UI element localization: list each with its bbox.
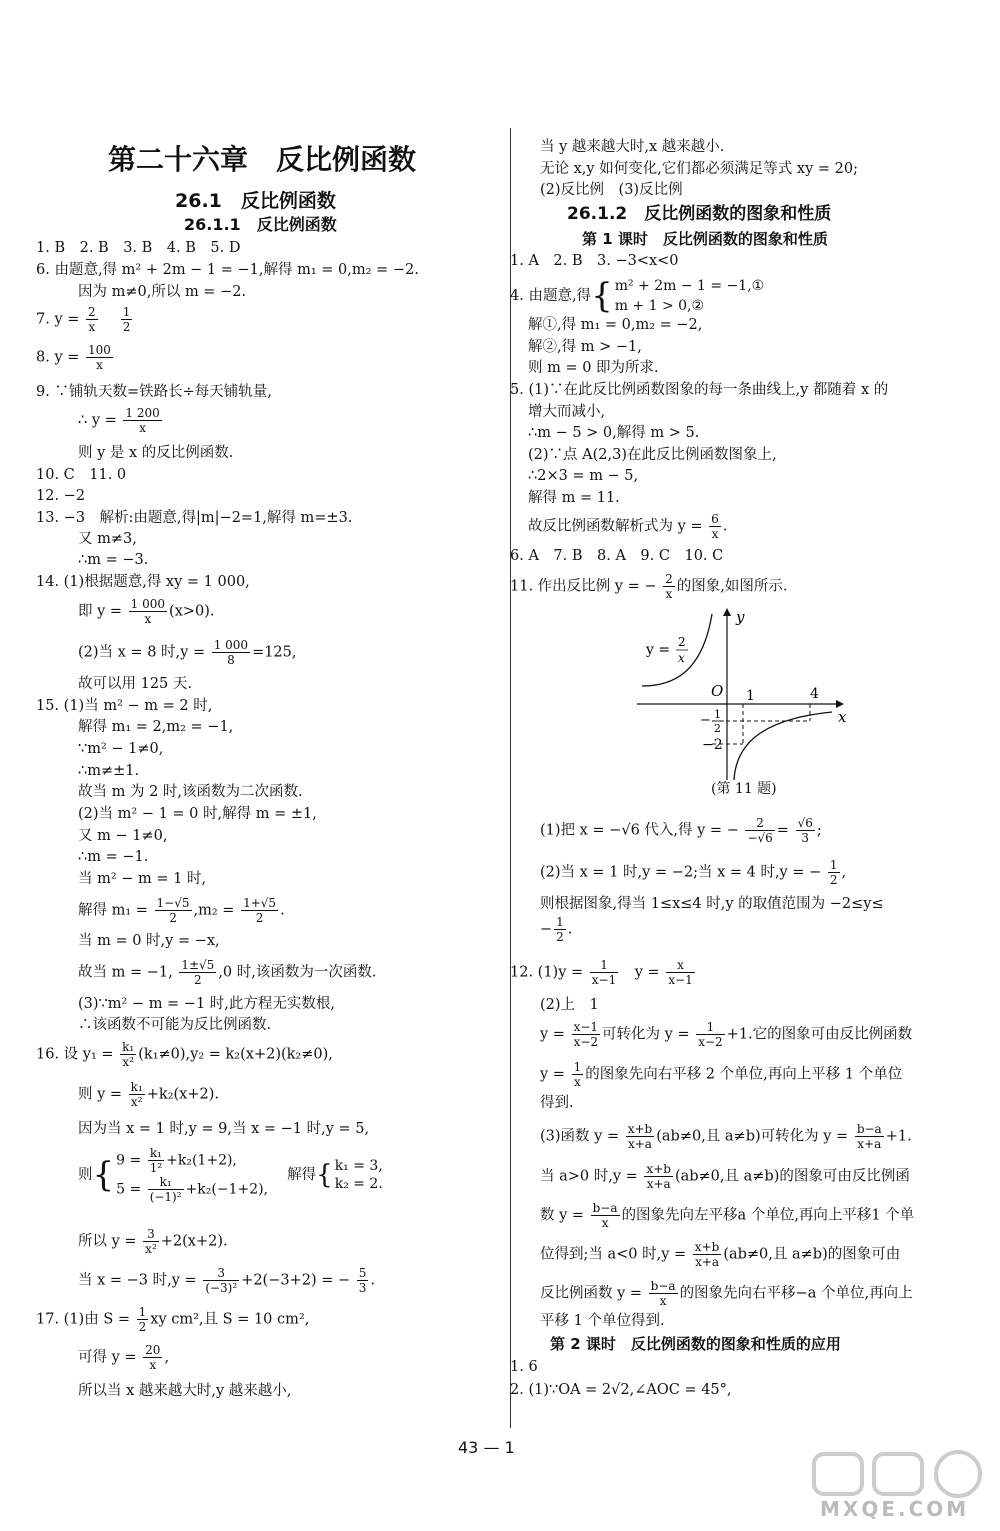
- answer-line: ∴该函数不可能为反比例函数.: [78, 1017, 272, 1033]
- answer-line: 所以 y = $\frac{3}{\text{x²}}$ +2(x+2).: [78, 1227, 228, 1256]
- answer-line: (2)当 x = 1 时,y = −2;当 x = 4 时,y = − $\frac{1}{2}$ ,: [540, 858, 847, 887]
- chapter-title: 第二十六章 反比例函数: [108, 143, 417, 176]
- curve-label: y =: [646, 642, 671, 658]
- answer-line: 当 m² − m = 1 时,: [78, 871, 207, 887]
- answer-line: 增大而减小,: [528, 404, 606, 420]
- page-number: 43 — 1: [458, 1438, 515, 1457]
- answer-line: 当 y 越来越大时,x 越来越小.: [540, 139, 725, 155]
- answer-line: (2)当 x = 8 时,y = $\frac{1 000}{8}$ =125,: [78, 638, 297, 667]
- answer-line: 平移 1 个单位得到.: [540, 1313, 665, 1329]
- answer-line: (2)∵点 A(2,3)在此反比例函数图象上,: [528, 447, 777, 463]
- column-divider: [510, 128, 511, 1428]
- hyperbola-graph: [632, 604, 850, 784]
- answer-line: 6. 由题意,得 m² + 2m − 1 = −1,解得 m₁ = 0,m₂ = −2.: [36, 262, 419, 278]
- svg-text:1: 1: [714, 708, 721, 721]
- answer-line: 则根据图象,得当 1≤x≤4 时,y 的取值范围为 −2≤y≤: [540, 896, 884, 912]
- answer-line: 7. y = $\frac{2}{x}$ $\frac{1}{2}$: [36, 305, 131, 334]
- y-axis-label: y: [736, 608, 745, 626]
- answer-line: 则 y = $\frac{\text{k₁}}{\text{x²}}$ +k₂(x+2).: [78, 1080, 219, 1109]
- answer-line: 则 y 是 x 的反比例函数.: [78, 445, 234, 461]
- answer-line: 解②,得 m > −1,: [528, 339, 642, 355]
- watermark-text: MXQE.COM: [820, 1497, 970, 1521]
- answer-line: 得到.: [540, 1095, 574, 1111]
- lesson-1-title: 第 1 课时 反比例函数的图象和性质: [582, 230, 828, 248]
- answer-line: 16. 设 y₁ = $\frac{\text{k₁}}{\text{x²}}$ (k₁≠0),y₂ = k₂(x+2)(k₂≠0),: [36, 1040, 333, 1069]
- answer-line: 当 m = 0 时,y = −x,: [78, 933, 220, 949]
- tick-4: 4: [810, 686, 819, 702]
- answer-line: (2)当 m² − 1 = 0 时,解得 m = ±1,: [78, 806, 317, 822]
- answer-line: (1)把 x = −√6 代入,得 y = − $\frac{2}{-√6}$ = $\frac{√6}{3}$ ;: [540, 816, 822, 845]
- figure-caption: (第 11 题): [711, 781, 777, 797]
- answer-line: − $\frac{1}{2}$ .: [540, 915, 573, 944]
- tick-1: 1: [746, 688, 755, 704]
- answer-line: ∴2×3 = m − 5,: [528, 468, 639, 484]
- answer-line: 所以当 x 越来越大时,y 越来越小,: [78, 1383, 292, 1399]
- answer-line: 可得 y = $\frac{20}{x}$ ,: [78, 1343, 170, 1372]
- answer-line: 因为当 x = 1 时,y = 9,当 x = −1 时,y = 5,: [78, 1121, 370, 1137]
- svg-text:x: x: [678, 651, 685, 665]
- section-title-2: 26.1.2 反比例函数的图象和性质: [567, 204, 832, 224]
- answer-line: 数 y = $\frac{b-a}{x}$ 的图象先向左平移a 个单位,再向上平移1 个单: [540, 1201, 915, 1230]
- answer-line: 14. (1)根据题意,得 xy = 1 000,: [36, 574, 250, 590]
- answer-line: 17. (1)由 S = $\frac{1}{2}$ xy cm²,且 S = 10 cm²,: [36, 1305, 310, 1334]
- section-title: 26.1 反比例函数: [175, 190, 336, 212]
- answer-line: 无论 x,y 如何变化,它们都必须满足等式 xy = 20;: [540, 161, 858, 177]
- answer-line: 11. 作出反比例 y = − $\frac{2}{x}$ 的图象,如图所示.: [510, 572, 788, 601]
- answer-line: 又 m≠3,: [78, 531, 137, 547]
- answer-line: (3)函数 y = $\frac{x+b}{x+a}$ (ab≠0,且 a≠b)可转化为 y = $\frac{b-a}{x+a}$ +1.: [540, 1122, 912, 1151]
- answer-line: 1. A 2. B 3. −3<x<0: [510, 253, 679, 269]
- answer-line: 当 a>0 时,y = $\frac{x+b}{x+a}$ (ab≠0,且 a≠b)的图象可由反比例函: [540, 1162, 910, 1191]
- answer-line: 1. B 2. B 3. B 4. B 5. D: [36, 240, 241, 256]
- answer-line: 又 m − 1≠0,: [78, 828, 168, 844]
- equation-system: 则{ 9 = $\frac{\text{k₁}}{\text{1²}}$ +k₂(1+2), 5 = $\frac{\text{k₁}}{\text{(−1)²}}$ +k₂(−1+2), 解得{ k₁ = 3, k₂ = 2.: [78, 1146, 383, 1204]
- equation-system: 4. 由题意,得{ m² + 2m − 1 = −1,① m + 1 > 0,②: [510, 276, 765, 316]
- answer-line: (2)上 1: [540, 997, 599, 1013]
- origin-label: O: [711, 682, 724, 700]
- answer-line: (3)∵m² − m = −1 时,此方程无实数根,: [78, 996, 336, 1012]
- answer-line: ∵m² − 1≠0,: [78, 741, 164, 757]
- answer-line: 反比例函数 y = $\frac{b-a}{x}$ 的图象先向右平移−a 个单位,再向上: [540, 1279, 913, 1308]
- answer-line: 解得 m₁ = 2,m₂ = −1,: [78, 719, 234, 735]
- answer-line: 故可以用 125 天.: [78, 676, 193, 692]
- answer-line: 12. (1)y = $\frac{1}{x-1}$ y = $\frac{x}{x-1}$: [510, 958, 693, 987]
- tick-neg-two: −2: [702, 737, 723, 753]
- answer-line: 8. y = $\frac{100}{x}$: [36, 343, 111, 372]
- tick-neg-half: −: [700, 713, 711, 728]
- answer-line: ∴ y = $\frac{1 200}{x}$: [78, 406, 160, 435]
- answer-line: y = $\frac{1}{x}$ 的图象先向右平移 2 个单位,再向上平移 1 个单位: [540, 1060, 903, 1089]
- answer-line: 解①,得 m₁ = 0,m₂ = −2,: [528, 317, 703, 333]
- answer-line: 12. −2: [36, 488, 86, 504]
- answer-line: ∴m≠±1.: [78, 763, 140, 779]
- svg-text:2: 2: [714, 722, 721, 735]
- answer-line: 即 y = $\frac{1 000}{x}$ (x>0).: [78, 597, 215, 626]
- answer-line: 解得 m = 11.: [528, 490, 620, 506]
- subsection-title: 26.1.1 反比例函数: [184, 215, 337, 234]
- answer-line: 1. 6: [510, 1359, 538, 1375]
- answer-line: 15. (1)当 m² − m = 2 时,: [36, 698, 213, 714]
- answer-line: ∴m − 5 > 0,解得 m > 5.: [528, 425, 700, 441]
- answer-line: 13. −3 解析:由题意,得|m|−2=1,解得 m=±3.: [36, 510, 353, 526]
- x-axis-label: x: [838, 708, 847, 726]
- answer-line: y = $\frac{x-1}{x-2}$ 可转化为 y = $\frac{1}{x-2}$ +1.它的图象可由反比例函数: [540, 1020, 913, 1049]
- answer-line: 9. ∵铺轨天数=铁路长÷每天铺轨量,: [36, 384, 272, 400]
- answer-line: 则 m = 0 即为所求.: [528, 360, 659, 376]
- answer-line: 位得到;当 a<0 时,y = $\frac{x+b}{x+a}$ (ab≠0,且 a≠b)的图象可由: [540, 1240, 901, 1269]
- lesson-2-title: 第 2 课时 反比例函数的图象和性质的应用: [550, 1335, 841, 1353]
- answer-line: 故反比例函数解析式为 y = $\frac{6}{x}$ .: [528, 512, 728, 541]
- answer-line: (2)反比例 (3)反比例: [540, 182, 683, 198]
- answer-line: ∴m = −1.: [78, 849, 149, 865]
- answer-line: 6. A 7. B 8. A 9. C 10. C: [510, 548, 724, 564]
- answer-line: 10. C 11. 0: [36, 467, 127, 483]
- answer-line: ∴m = −3.: [78, 552, 149, 568]
- answer-line: 解得 m₁ = $\frac{1-√5}{2}$ ,m₂ = $\frac{1+√5}{2}$ .: [78, 896, 285, 925]
- answer-line: 5. (1)∵在此反比例函数图象的每一条曲线上,y 都随着 x 的: [510, 382, 889, 398]
- answer-line: 因为 m≠0,所以 m = −2.: [78, 284, 247, 300]
- svg-text:2: 2: [678, 635, 686, 649]
- answer-line: 当 x = −3 时,y = $\frac{3}{\text{(−3)²}}$ +2(−3+2) = − $\frac{5}{3}$ .: [78, 1266, 376, 1295]
- answer-line: 故当 m = −1, $\frac{1\pm√5}{2}$ ,0 时,该函数为一次函数.: [78, 958, 377, 987]
- answer-line: 故当 m 为 2 时,该函数为二次函数.: [78, 784, 303, 800]
- answer-line: 2. (1)∵OA = 2√2,∠AOC = 45°,: [510, 1382, 732, 1398]
